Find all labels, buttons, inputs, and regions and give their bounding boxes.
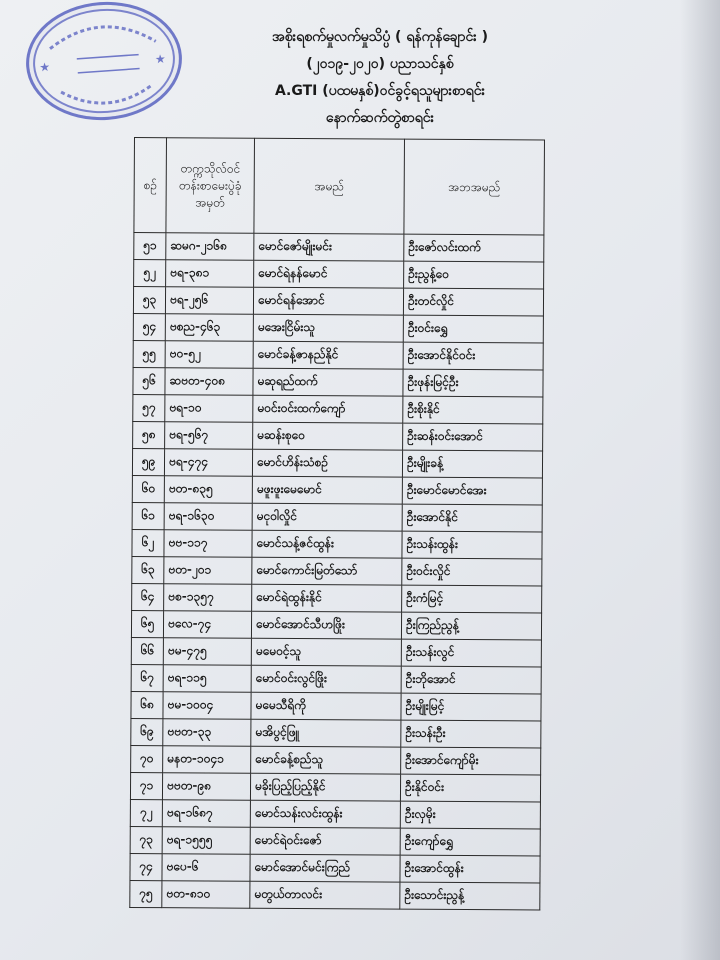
cell-father-name: ဦးဝင်းရွှေ [403,315,543,343]
cell-name: မခိုးပြည့်ပြည့်နိုင် [250,773,400,801]
page-shadow [680,0,720,960]
table-row [130,826,540,856]
table-row [132,502,542,532]
col-header-father-name: အဘအမည် [404,139,545,235]
table-row [130,772,540,802]
table-row [134,233,544,263]
table-row [130,853,540,883]
cell-name: မမေဝင့်သူ [251,638,401,666]
cell-no: ၅၉ [132,448,164,475]
cell-father-name: ဦးမောင်မောင်အေး [402,477,542,505]
table-row [130,880,540,910]
col-header-name: အမည် [254,138,405,234]
cell-father-name: ဦးတင်လှိုင် [403,288,543,316]
cell-exam-roll: ဆမဂ-၂၁၆၈ [166,233,254,261]
header-list-title: A.GTI (ပထမနှစ်)ဝင်ခွင့်ရသူများစာရင်း [274,83,486,99]
col-header-exam-roll: တက္ကသိုလ်ဝင်တန်းစာမေးပွဲခုံအမှတ် [166,138,255,234]
cell-father-name: ဦးသောင်းညွန့် [400,882,540,910]
cell-father-name: ဦးနိုင်ဝင်း [400,774,540,802]
cell-name: မဖူးဖူးမေမောင် [252,476,402,504]
cell-name: မောင်ဝင်းလွင်ဖြိုး [251,665,401,693]
stamp-graphic [25,0,182,122]
cell-father-name: ဦးဝင်းလှိုင် [402,558,542,586]
cell-father-name: ဦးမျိုးခန့် [402,450,542,478]
cell-exam-roll: ဗရ-၁၁၅ [163,665,251,693]
cell-name: မဝင်းဝင်းထက်ကျော် [253,395,403,423]
cell-exam-roll: ဗတ-၈၃၅ [164,476,252,504]
table-row [132,448,542,478]
cell-name: မအေးငြိမ်းသူ [253,314,403,342]
cell-exam-roll: ဗရ-၁၆၃၀ [164,503,252,531]
cell-father-name: ဦးညွန့်ဝေ [404,261,544,289]
cell-exam-roll: ဗတ-၂၀၁ [164,557,252,585]
cell-no: ၆၃ [132,556,164,583]
cell-name: မငုဝါလှိုင် [252,503,402,531]
cell-name: မောင်ခန့်ဇာနည်နိုင် [253,341,403,369]
cell-father-name: ဦးသန်းထွန်း [402,531,542,559]
cell-no: ၅၃ [133,287,165,314]
cell-name: မောင်ဟိန်းသံစဉ် [252,449,402,477]
cell-exam-roll: ဗဝ-၅၂ [165,341,253,369]
cell-name: မောင်ရဲထွန်းနိုင် [252,584,402,612]
cell-exam-roll: မနတ-၁၀၄၁ [163,746,251,774]
cell-exam-roll: ဗရ-၄၇၄ [164,449,252,477]
table-row [131,664,541,694]
table-header-row [134,138,545,236]
svg-text:★: ★ [38,59,51,75]
cell-exam-roll: ဗလေ-၇၄ [163,611,251,639]
cell-father-name: ဦးအောင်နိုင် [402,504,542,532]
cell-no: ၆၄ [132,583,164,610]
cell-name: မောင်ရဲဝင်းဇော် [250,827,400,855]
cell-no: ၆၂ [132,529,164,556]
cell-exam-roll: ဆဗတ-၄၀၈ [165,368,253,396]
cell-exam-roll: ဗတ-၈၁၀ [162,881,250,909]
cell-no: ၅၅ [133,340,165,367]
cell-name: မောင်ရန်အောင် [253,287,403,315]
cell-father-name: ဦးဘိုအောင် [401,666,541,694]
table-row [133,367,543,397]
cell-exam-roll: ဗရ-၁၅၅၅ [162,827,250,855]
cell-father-name: ဦးအောင်ထွန်း [400,855,540,883]
cell-name: မမေသီရိကို [251,692,401,720]
table-row [131,718,541,748]
cell-no: ၆၁ [132,502,164,529]
cell-exam-roll: ဗဗ-၁၁၇ [164,530,252,558]
cell-no: ၅၄ [133,313,165,340]
cell-no: ၇၁ [130,772,162,799]
cell-no: ၆၀ [132,475,164,502]
cell-name: မအိပွင့်ဖြူ [251,719,401,747]
cell-name: မောင်ဇော်မျိုးမင်း [254,233,404,261]
cell-name: မောင်အောင်သီဟဖြိုး [251,611,401,639]
cell-exam-roll: ဗရ-၁၀ [165,395,253,423]
cell-no: ၆၅ [131,610,163,637]
table-row [131,691,541,721]
cell-name: မဆန်းစုဝေ [253,422,403,450]
cell-name: မတွယ်တာလင်း [250,881,400,909]
table-row [132,529,542,559]
cell-no: ၇၅ [130,880,162,907]
cell-father-name: ဦးကံမြင့် [402,585,542,613]
cell-no: ၅၇ [133,394,165,421]
document-header [180,24,580,132]
svg-text:★: ★ [154,51,167,67]
table-row [133,394,543,424]
table-row [134,260,544,290]
cell-exam-roll: ဗရ-၃၈၁ [166,260,254,288]
header-title: အစိုးရစက်မှုလက်မှုသိပ္ပံ ( ရန်ကုန်ချောင်း ) [271,29,489,45]
cell-no: ၅၈ [133,421,165,448]
cell-exam-roll: ဗရ-၅၆၇ [165,422,253,450]
cell-no: ၇၄ [130,853,162,880]
cell-no: ၅၆ [133,367,165,394]
cell-name: မောင်ခန့်စည်သူ [251,746,401,774]
cell-father-name: ဦးသန်းလွင် [401,639,541,667]
cell-exam-roll: ဗမ-၄၇၅ [163,638,251,666]
admission-table [129,137,545,910]
cell-name: မောင်ရဲနန်မောင် [254,260,404,288]
cell-father-name: ဦးမျိုးမြင့် [401,693,541,721]
cell-father-name: ဦးလှမိုး [400,801,540,829]
cell-name: မောင်သန့်ဇင်ထွန်း [252,530,402,558]
cell-father-name: ဦးဆန်းဝင်းအောင် [403,423,543,451]
table-row [132,583,542,613]
cell-name: မောင်သန်းလင်းထွန်း [250,800,400,828]
school-stamp [22,0,186,125]
cell-no: ၆၉ [131,718,163,745]
table-row [132,475,542,505]
cell-no: ၇၀ [131,745,163,772]
cell-exam-roll: ဗဗတ-၃၃ [163,719,251,747]
header-supplementary: နောက်ဆက်တွဲစာရင်း [325,110,435,126]
table-row [131,610,541,640]
cell-father-name: ဦးအောင်နိုင်ဝင်း [403,342,543,370]
cell-exam-roll: ဗရ-၁၆၈၇ [162,800,250,828]
cell-no: ၇၃ [130,826,162,853]
table-row [130,799,540,829]
table-row [131,637,541,667]
cell-exam-roll: ဗဗတ-၉၈ [162,773,250,801]
cell-exam-roll: ဗရ-၂၅၆ [165,287,253,315]
table-row [133,340,543,370]
col-header-no: စဉ် [134,138,167,233]
cell-name: မောင်အောင်မင်းကြည် [250,854,400,882]
cell-exam-roll: ဗစည-၄၆၃ [165,314,253,342]
cell-father-name: ဦးသန်းဦး [401,720,541,748]
table-row [132,556,542,586]
cell-no: ၅၂ [134,260,166,287]
cell-name: မဆုရည်ထက် [253,368,403,396]
cell-no: ၆၈ [131,691,163,718]
cell-exam-roll: ဗစ-၁၃၅၇ [164,584,252,612]
cell-father-name: ဦးစိုးနိုင် [403,396,543,424]
table-row [133,313,543,343]
cell-no: ၆၆ [131,637,163,664]
cell-no: ၇၂ [130,799,162,826]
cell-name: မောင်ကောင်းမြတ်သော် [252,557,402,585]
cell-no: ၅၁ [134,233,166,260]
cell-father-name: ဦးဖုန်းမြင့်ဦး [403,369,543,397]
cell-father-name: ဦးအောင်ကျော်မိုး [401,747,541,775]
cell-father-name: ဦးကျော်ရွှေ [400,828,540,856]
cell-no: ၆၇ [131,664,163,691]
table-row [133,421,543,451]
table-row [131,745,541,775]
cell-father-name: ဦးကြည်ညွန့် [401,612,541,640]
cell-exam-roll: ဗမ-၁၀၀၄ [163,692,251,720]
cell-father-name: ဦးဇော်လင်းထက် [404,234,544,262]
header-academic-year: (၂၀၁၉-၂၀၂၀) ပညာသင်နှစ် [306,56,454,72]
table-row [133,287,543,317]
cell-exam-roll: ဗပေ-၆ [162,854,250,882]
